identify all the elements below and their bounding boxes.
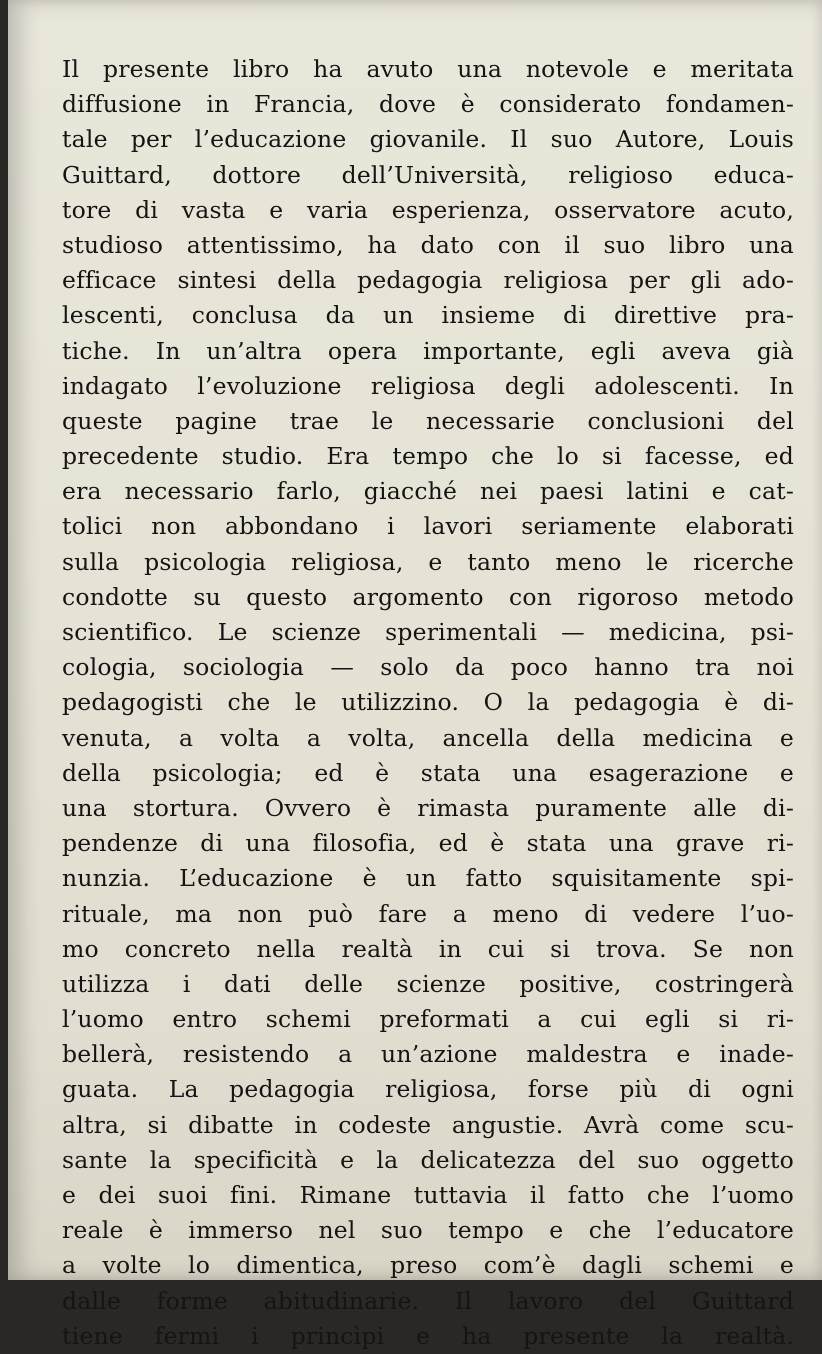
text-line: una stortura. Ovvero è rimasta puramente alle di- [62, 793, 794, 822]
body-paragraph [62, 52, 794, 1354]
text-line: pendenze di una filosofia, ed è stata una grave ri- [62, 829, 794, 858]
text-line: tiene fermi i princìpi e ha presente la realtà. [62, 1321, 794, 1350]
text-line: sulla psicologia religiosa, e tanto meno le ricerche [62, 547, 794, 576]
text-line: tale per l’educazione giovanile. Il suo Autore, Louis [62, 125, 794, 154]
text-line: tiche. In un’altra opera importante, egli aveva già [62, 336, 794, 365]
text-line: Guittard, dottore dell’Università, religioso educa- [62, 160, 794, 189]
text-line: nunzia. L’educazione è un fatto squisitamente spi- [62, 864, 794, 893]
text-line: queste pagine trae le necessarie conclusioni del [62, 406, 794, 435]
text-line: diffusione in Francia, dove è considerato fondamen- [62, 90, 794, 119]
text-line: lescenti, conclusa da un insieme di direttive pra- [62, 301, 794, 330]
text-line: condotte su questo argomento con rigoroso metodo [62, 582, 794, 611]
text-line: e dei suoi fini. Rimane tuttavia il fatto che l’uomo [62, 1181, 794, 1209]
text-line: mo concreto nella realtà in cui si trova. Se non [62, 934, 794, 963]
text-line: pedagogisti che le utilizzino. O la pedagogia è di- [62, 688, 794, 717]
text-line: sante la specificità e la delicatezza del suo oggetto [62, 1145, 794, 1174]
text-line: guata. La pedagogia religiosa, forse più di ogni [62, 1075, 794, 1104]
text-line: precedente studio. Era tempo che lo si facesse, ed [62, 442, 794, 471]
text-line: venuta, a volta a volta, ancella della medicina e [62, 723, 794, 752]
text-line: reale è immerso nel suo tempo e che l’educatore [62, 1216, 794, 1245]
text-line: studioso attentissimo, ha dato con il suo libro una [62, 230, 794, 259]
text-line: Il presente libro ha avuto una notevole e meritata [62, 55, 794, 83]
text-line: rituale, ma non può fare a meno di vedere l’uo- [62, 899, 794, 928]
text-line: della psicologia; ed è stata una esagerazione e [62, 758, 794, 787]
text-line: scientifico. Le scienze sperimentali — medicina, psi- [62, 618, 794, 646]
text-line: tolici non abbondano i lavori seriamente elaborati [62, 512, 794, 541]
book-page [8, 0, 822, 1350]
text-line: l’uomo entro schemi preformati a cui egli si ri- [62, 1005, 794, 1034]
text-line: dalle forme abitudinarie. Il lavoro del Guittard [62, 1286, 794, 1315]
text-line: utilizza i dati delle scienze positive, costringerà [62, 969, 794, 998]
text-line: bellerà, resistendo a un’azione maldestra e inade- [62, 1040, 794, 1069]
text-line: tore di vasta e varia esperienza, osservatore acuto, [62, 195, 794, 224]
text-line: cologia, sociologia — solo da poco hanno tra noi [62, 653, 794, 682]
text-line: era necessario farlo, giacché nei paesi latini e cat- [62, 477, 794, 506]
text-line: altra, si dibatte in codeste angustie. Avrà come scu- [62, 1110, 794, 1139]
text-line: indagato l’evoluzione religiosa degli adolescenti. In [62, 371, 794, 400]
text-line: efficace sintesi della pedagogia religiosa per gli ado- [62, 266, 794, 295]
text-line: a volte lo dimentica, preso com’è dagli schemi e [62, 1251, 794, 1280]
